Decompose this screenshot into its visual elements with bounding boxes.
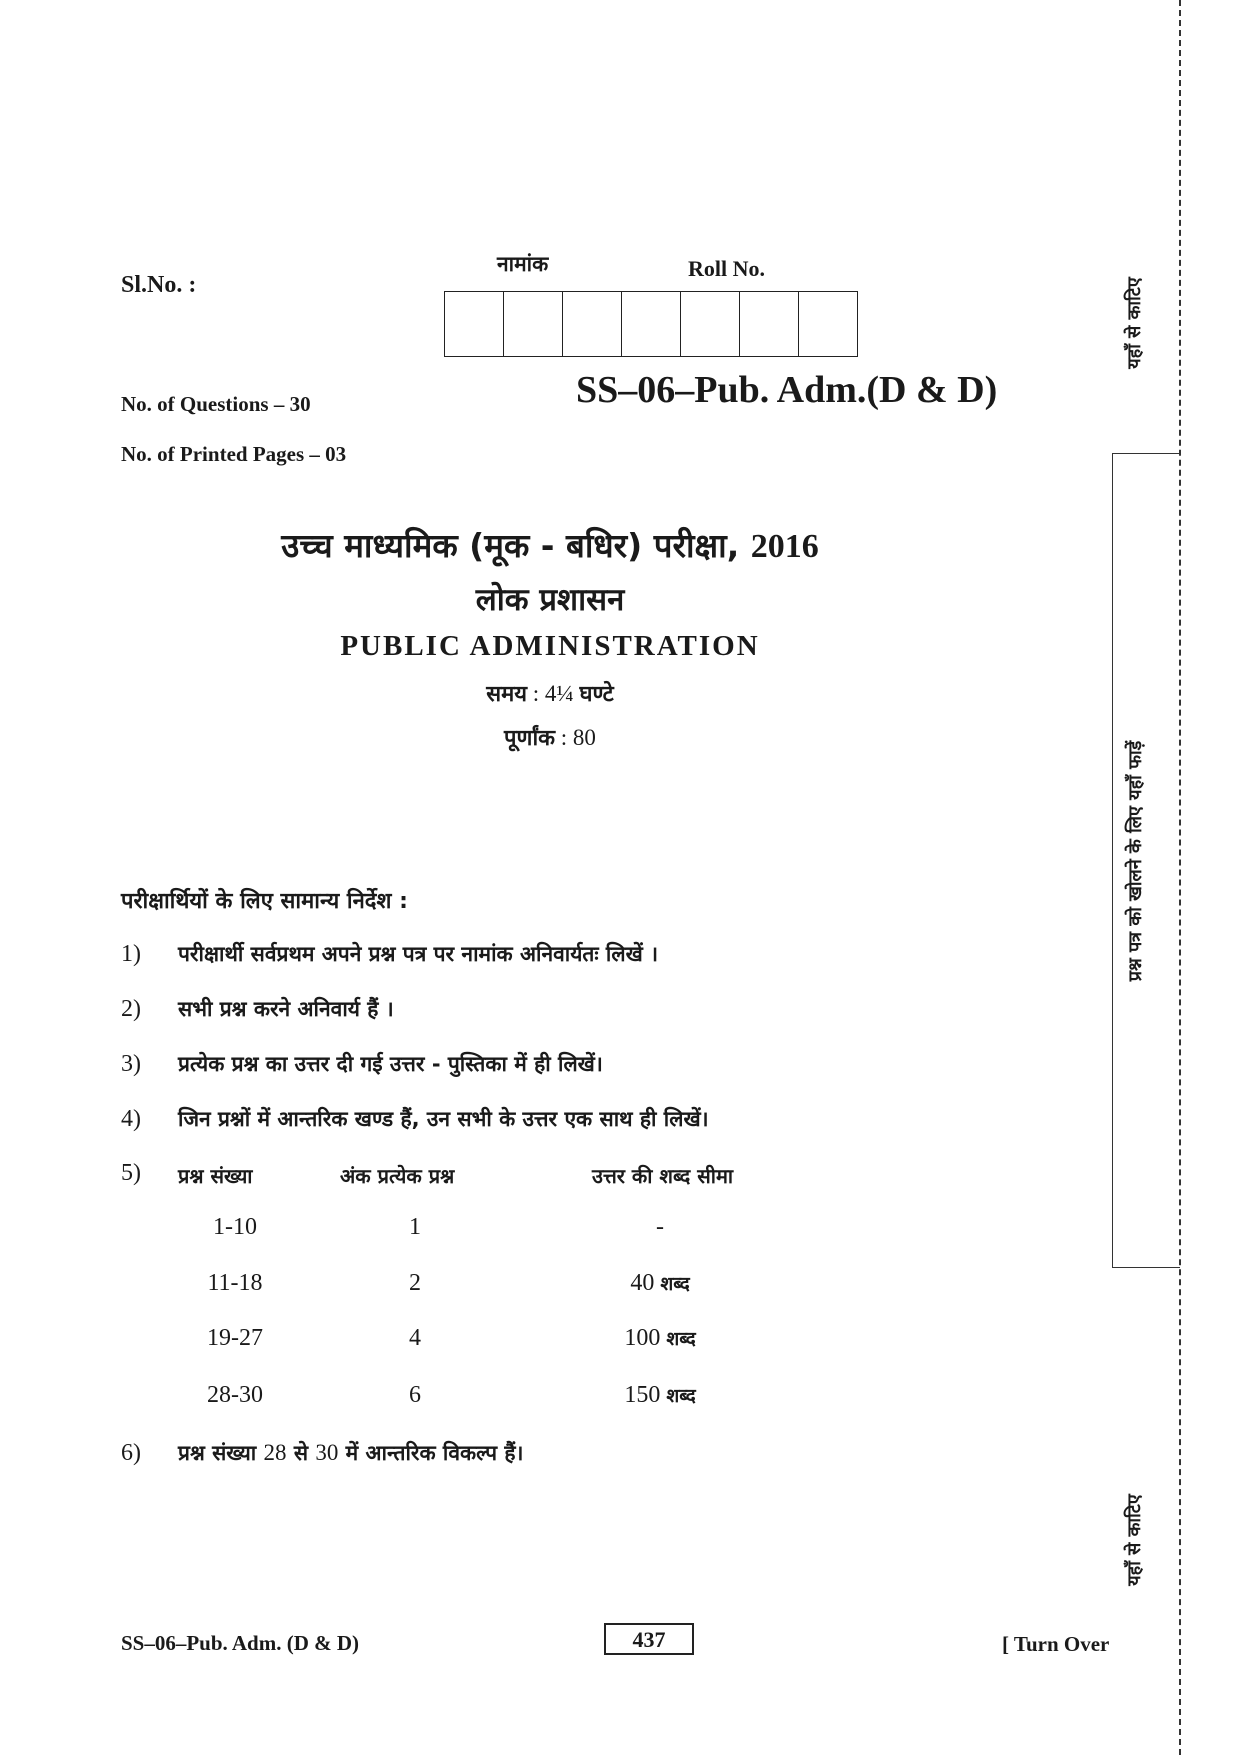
subject-english: PUBLIC ADMINISTRATION — [340, 630, 760, 662]
instruction-item-number: 5) — [121, 1160, 141, 1186]
table-row: 19-27 4 100 शब्द — [207, 1325, 696, 1351]
roll-digit-box[interactable] — [681, 292, 740, 356]
table-header-question-range: प्रश्न संख्या — [178, 1164, 253, 1188]
roll-digit-box[interactable] — [445, 292, 504, 356]
paper-code: SS–06–Pub. Adm.(D & D) — [576, 369, 998, 411]
time-value: : 4¼ — [532, 681, 574, 706]
cut-here-label-top: यहाँ से काटिए — [1124, 277, 1145, 369]
subject-hindi: लोक प्रशासन — [475, 582, 625, 618]
table-row: 28-30 6 150 शब्द — [207, 1382, 696, 1408]
table-row: 11-18 2 40 शब्द — [207, 1270, 690, 1296]
number-of-questions: No. of Questions – 30 — [121, 392, 311, 416]
roll-number-label-english: Roll No. — [688, 256, 765, 281]
serial-number-label: Sl.No. : — [121, 272, 197, 298]
marks-label: पूर्णांक — [504, 726, 556, 751]
number-of-printed-pages: No. of Printed Pages – 03 — [121, 442, 347, 466]
instruction-item: 6) प्रश्न संख्या 28 से 30 में आन्तरिक विकल्प हैं। — [121, 1440, 524, 1466]
footer-paper-code: SS–06–Pub. Adm. (D & D) — [121, 1631, 360, 1655]
table-header-marks: अंक प्रत्येक प्रश्न — [340, 1164, 455, 1188]
table-header-word-limit: उत्तर की शब्द सीमा — [592, 1164, 734, 1188]
time-label: समय — [486, 682, 528, 707]
exam-year: 2016 — [750, 528, 819, 565]
time-unit: घण्टे — [579, 682, 614, 707]
instruction-item: 3) प्रत्येक प्रश्न का उत्तर दी गई उत्तर - पुस्तिका में ही लिखें। — [121, 1051, 603, 1077]
instruction-item: 2) सभी प्रश्न करने अनिवार्य हैं । — [121, 996, 394, 1022]
footer-page-code: 437 — [604, 1623, 694, 1655]
instructions-heading: परीक्षार्थियों के लिए सामान्य निर्देश : — [121, 889, 408, 914]
roll-digit-box[interactable] — [504, 292, 563, 356]
roll-digit-box[interactable] — [563, 292, 622, 356]
roll-digit-box[interactable] — [799, 292, 857, 356]
exam-time — [0, 678, 1100, 708]
marks-value: : 80 — [560, 725, 596, 750]
instruction-item: 4) जिन प्रश्नों में आन्तरिक खण्ड हैं, उन सभी के उत्तर एक साथ ही लिखें। — [121, 1106, 709, 1132]
cut-here-label-bottom: यहाँ से काटिए — [1124, 1494, 1145, 1586]
exam-title-hindi: उच्च माध्यमिक (मूक - बधिर) परीक्षा, — [281, 526, 740, 565]
turn-over-label: [ Turn Over — [1002, 1632, 1110, 1656]
roll-digit-box[interactable] — [622, 292, 681, 356]
roll-number-label-hindi: नामांक — [497, 252, 549, 276]
instruction-item: 1) परीक्षार्थी सर्वप्रथम अपने प्रश्न पत्र पर नामांक अनिवार्यतः लिखें । — [121, 941, 659, 967]
maximum-marks — [0, 722, 1100, 752]
tear-here-label: प्रश्न पत्र को खोलने के लिए यहाँ फाड़ें — [1125, 740, 1146, 982]
table-row: 1-10 1 - — [213, 1214, 664, 1240]
roll-digit-box[interactable] — [740, 292, 799, 356]
roll-number-boxes — [444, 291, 858, 357]
exam-title — [0, 522, 1100, 567]
